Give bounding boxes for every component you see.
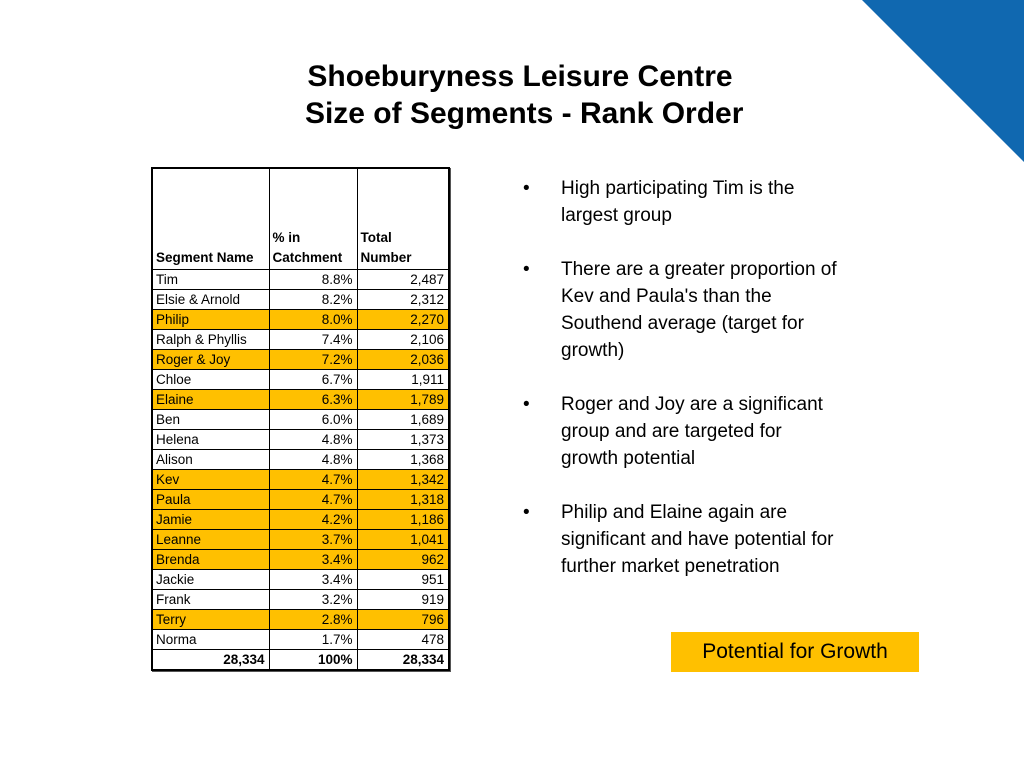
total-number-cell: 1,186 xyxy=(357,510,449,530)
bullet-text: Philip and Elaine again are significant and have potential for further market penetration xyxy=(561,502,834,577)
segment-name-cell: Helena xyxy=(152,430,269,450)
table-header-row xyxy=(152,168,449,270)
bullet-item xyxy=(523,391,913,472)
segment-name-cell: Elsie & Arnold xyxy=(152,290,269,310)
pct-catchment-cell: 4.8% xyxy=(269,450,357,470)
total-pct-cell: 100% xyxy=(269,650,357,671)
segment-name-cell: Norma xyxy=(152,630,269,650)
total-number-cell: 1,342 xyxy=(357,470,449,490)
bullet-item xyxy=(523,175,913,229)
total-number-cell: 962 xyxy=(357,550,449,570)
potential-for-growth-legend xyxy=(671,632,919,672)
segment-name-cell: Alison xyxy=(152,450,269,470)
bullet-text: There are a greater proportion of Kev and Paula's than the Southend average (target for growth) xyxy=(561,259,837,361)
table-row xyxy=(152,530,449,550)
bullet-text: High participating Tim is the largest group xyxy=(561,178,795,226)
bullet-marker: • xyxy=(523,178,530,199)
segment-name-cell: Roger & Joy xyxy=(152,350,269,370)
pct-catchment-cell: 7.4% xyxy=(269,330,357,350)
total-number-cell: 1,911 xyxy=(357,370,449,390)
segment-name-cell: Brenda xyxy=(152,550,269,570)
total-number-cell: 1,318 xyxy=(357,490,449,510)
bullet-marker: • xyxy=(523,502,530,523)
segment-name-cell: Kev xyxy=(152,470,269,490)
pct-catchment-cell: 6.0% xyxy=(269,410,357,430)
legend-label: Potential for Growth xyxy=(702,640,888,663)
bullet-item xyxy=(523,499,913,580)
total-number-cell: 478 xyxy=(357,630,449,650)
segment-name-cell: Paula xyxy=(152,490,269,510)
segment-name-cell: Tim xyxy=(152,270,269,290)
segment-name-cell: Frank xyxy=(152,590,269,610)
pct-catchment-cell: 3.7% xyxy=(269,530,357,550)
pct-catchment-cell: 8.2% xyxy=(269,290,357,310)
pct-catchment-cell: 6.3% xyxy=(269,390,357,410)
table-row xyxy=(152,430,449,450)
segment-table xyxy=(151,167,450,671)
table-row xyxy=(152,330,449,350)
table-row xyxy=(152,550,449,570)
table-row xyxy=(152,370,449,390)
total-number-cell: 28,334 xyxy=(357,650,449,671)
header-segment-name: Segment Name xyxy=(152,168,269,270)
segment-name-cell: Terry xyxy=(152,610,269,630)
pct-catchment-cell: 4.7% xyxy=(269,490,357,510)
pct-catchment-cell: 3.4% xyxy=(269,550,357,570)
table-row xyxy=(152,350,449,370)
header-pct-catchment: % in Catchment xyxy=(269,168,357,270)
bullet-marker: • xyxy=(523,259,530,280)
total-number-cell: 2,106 xyxy=(357,330,449,350)
bullet-list xyxy=(523,175,913,607)
pct-catchment-cell: 8.0% xyxy=(269,310,357,330)
table-row xyxy=(152,470,449,490)
total-number-cell: 1,373 xyxy=(357,430,449,450)
segment-name-cell: Ben xyxy=(152,410,269,430)
segment-name-cell: Ralph & Phyllis xyxy=(152,330,269,350)
total-number-cell: 2,312 xyxy=(357,290,449,310)
bullet-item xyxy=(523,256,913,364)
total-number-cell: 1,689 xyxy=(357,410,449,430)
table-row xyxy=(152,590,449,610)
total-number-cell: 919 xyxy=(357,590,449,610)
pct-catchment-cell: 4.7% xyxy=(269,470,357,490)
pct-catchment-cell: 1.7% xyxy=(269,630,357,650)
pct-catchment-cell: 4.2% xyxy=(269,510,357,530)
table-row xyxy=(152,290,449,310)
total-number-cell: 1,041 xyxy=(357,530,449,550)
total-number-cell: 2,270 xyxy=(357,310,449,330)
segment-name-cell: Leanne xyxy=(152,530,269,550)
table-row xyxy=(152,410,449,430)
table-row xyxy=(152,570,449,590)
pct-catchment-cell: 2.8% xyxy=(269,610,357,630)
bullet-text: Roger and Joy are a significant group and are targeted for growth potential xyxy=(561,394,823,469)
pct-catchment-cell: 7.2% xyxy=(269,350,357,370)
slide-title-line2: Size of Segments - Rank Order xyxy=(296,97,744,130)
segment-name-cell: Chloe xyxy=(152,370,269,390)
segment-name-cell: Philip xyxy=(152,310,269,330)
slide-title-line1: Shoeburyness Leisure Centre xyxy=(307,60,733,93)
table-row xyxy=(152,490,449,510)
pct-catchment-cell: 4.8% xyxy=(269,430,357,450)
bullet-marker: • xyxy=(523,394,530,415)
total-number-cell: 796 xyxy=(357,610,449,630)
pct-catchment-cell: 3.2% xyxy=(269,590,357,610)
table-row xyxy=(152,610,449,630)
segment-name-cell: Jackie xyxy=(152,570,269,590)
header-total-number: Total Number xyxy=(357,168,449,270)
total-number-cell: 2,487 xyxy=(357,270,449,290)
total-number-cell: 1,368 xyxy=(357,450,449,470)
segment-name-cell: Elaine xyxy=(152,390,269,410)
table-total-row xyxy=(152,650,449,671)
slide-title xyxy=(0,58,1024,132)
total-number-cell: 2,036 xyxy=(357,350,449,370)
table-row xyxy=(152,390,449,410)
table-body xyxy=(152,270,449,671)
segment-name-cell: Jamie xyxy=(152,510,269,530)
total-number-cell: 1,789 xyxy=(357,390,449,410)
pct-catchment-cell: 8.8% xyxy=(269,270,357,290)
table-row xyxy=(152,310,449,330)
table-row xyxy=(152,630,449,650)
table-row xyxy=(152,510,449,530)
pct-catchment-cell: 3.4% xyxy=(269,570,357,590)
table-row xyxy=(152,450,449,470)
total-name-cell: 28,334 xyxy=(152,650,269,671)
total-number-cell: 951 xyxy=(357,570,449,590)
pct-catchment-cell: 6.7% xyxy=(269,370,357,390)
table-row xyxy=(152,270,449,290)
